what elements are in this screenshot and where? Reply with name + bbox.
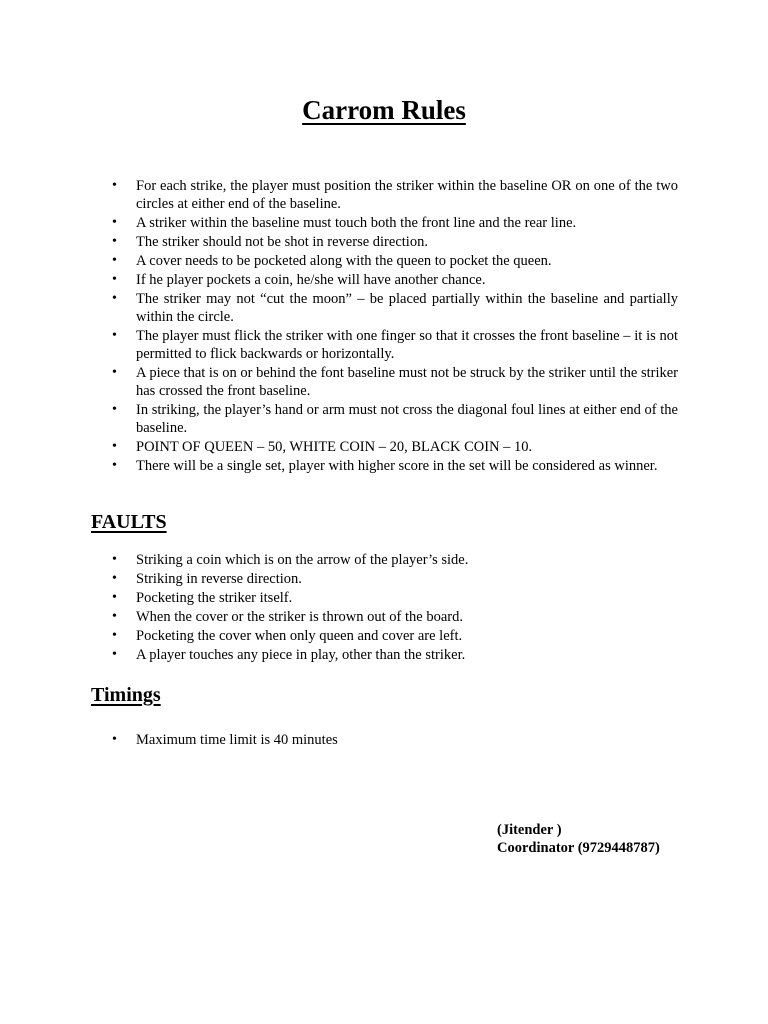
list-item: • A cover needs to be pocketed along with the queen to pocket the queen. bbox=[112, 252, 678, 270]
rules-list bbox=[112, 177, 678, 476]
signature-name: (Jitender ) bbox=[497, 822, 562, 838]
signature-role: Coordinator (9729448787) bbox=[497, 840, 660, 856]
faults-heading: FAULTS bbox=[91, 511, 167, 533]
list-item: • Pocketing the cover when only queen and cover are left. bbox=[112, 627, 678, 645]
page-title: Carrom Rules bbox=[302, 95, 466, 125]
list-item: • A piece that is on or behind the font baseline must not be struck by the striker until the striker has crossed the front baseline. bbox=[112, 364, 678, 400]
timings-list bbox=[112, 731, 678, 750]
faults-list bbox=[112, 551, 678, 665]
list-item: • A player touches any piece in play, other than the striker. bbox=[112, 646, 678, 664]
list-item: • POINT OF QUEEN – 50, WHITE COIN – 20, BLACK COIN – 10. bbox=[112, 438, 678, 456]
list-item: • When the cover or the striker is thrown out of the board. bbox=[112, 608, 678, 626]
list-item: • For each strike, the player must position the striker within the baseline OR on one of the two circles at either end of the baseline. bbox=[112, 177, 678, 213]
list-item: • In striking, the player’s hand or arm must not cross the diagonal foul lines at either end of the baseline. bbox=[112, 401, 678, 437]
list-item: • A striker within the baseline must touch both the front line and the rear line. bbox=[112, 214, 678, 232]
list-item: • The striker should not be shot in reverse direction. bbox=[112, 233, 678, 251]
list-item: • The striker may not “cut the moon” – be placed partially within the baseline and partially within the circle. bbox=[112, 290, 678, 326]
list-item: • The player must flick the striker with one finger so that it crosses the front baseline – it is not permitted to flick backwards or horizontally. bbox=[112, 327, 678, 363]
signature-block bbox=[497, 821, 660, 857]
timings-heading: Timings bbox=[91, 684, 161, 706]
list-item: • If he player pockets a coin, he/she will have another chance. bbox=[112, 271, 678, 289]
list-item: • Pocketing the striker itself. bbox=[112, 589, 678, 607]
list-item: • Striking in reverse direction. bbox=[112, 570, 678, 588]
list-item: • Maximum time limit is 40 minutes bbox=[112, 731, 678, 749]
list-item: • Striking a coin which is on the arrow of the player’s side. bbox=[112, 551, 678, 569]
list-item: • There will be a single set, player with higher score in the set will be considered as winner. bbox=[112, 457, 678, 475]
